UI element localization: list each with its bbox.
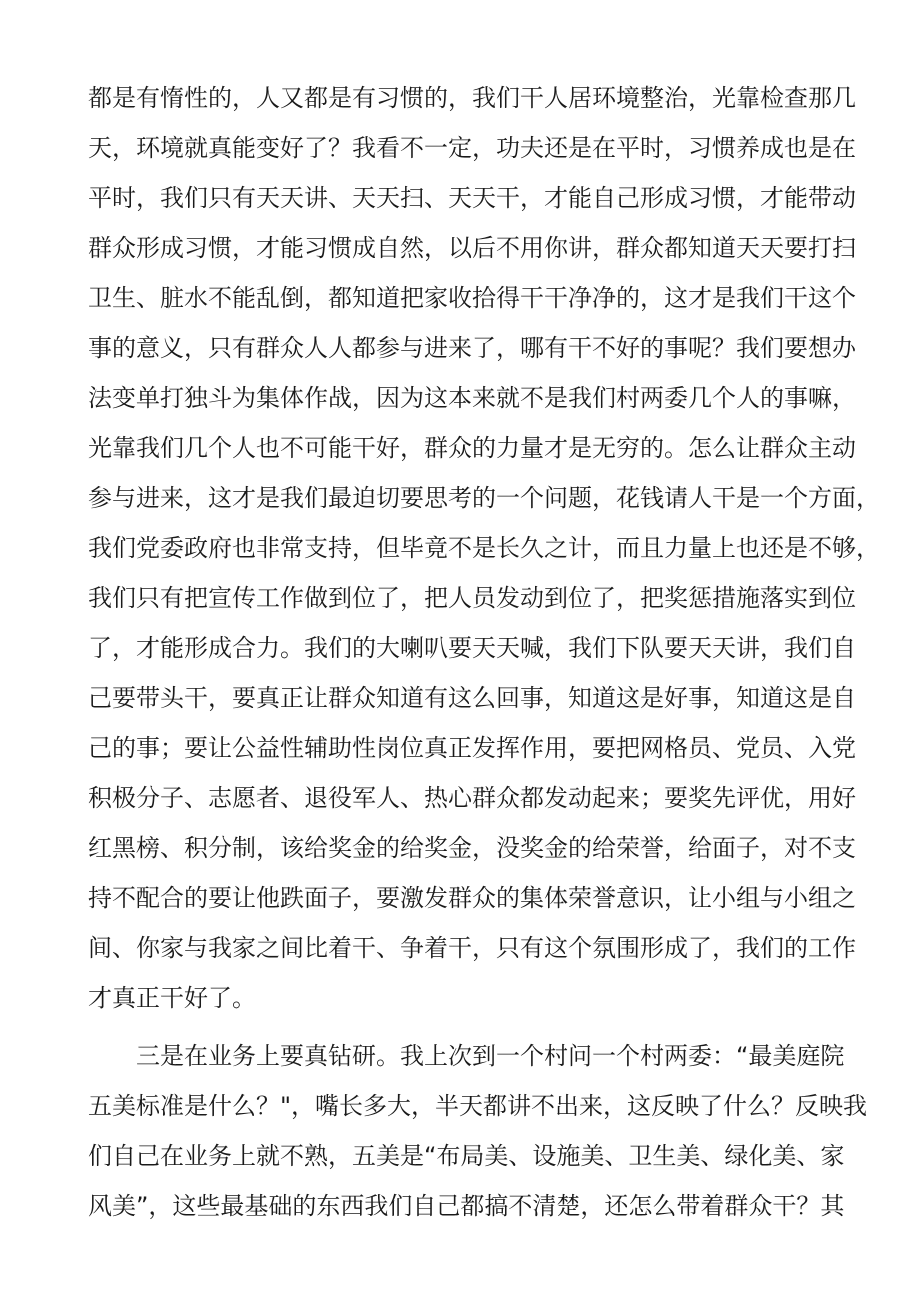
text-line: 积极分子、志愿者、退役军人、热心群众都发动起来；要奖先评优，用好 bbox=[88, 784, 856, 812]
text-line: 己要带头干，要真正让群众知道有这么回事，知道这是好事，知道这是自 bbox=[88, 684, 856, 712]
text-line: 了，才能形成合力。我们的大喇叭要天天喊，我们下队要天天讲，我们自 bbox=[88, 634, 856, 662]
text-line: 己的事；要让公益性辅助性岗位真正发挥作用，要把网格员、党员、入党 bbox=[88, 734, 856, 762]
text-line: 平时，我们只有天天讲、天天扫、天天干，才能自己形成习惯，才能带动 bbox=[88, 184, 856, 212]
text-line: 间、你家与我家之间比着干、争着干，只有这个氛围形成了，我们的工作 bbox=[88, 934, 856, 962]
text-line: 都是有惰性的，人又都是有习惯的，我们干人居环境整治，光靠检查那几 bbox=[88, 84, 856, 112]
text-line: 才真正干好了。 bbox=[88, 984, 256, 1012]
text-line: 们自己在业务上就不熟，五美是“布局美、设施美、卫生美、绿化美、家 bbox=[88, 1142, 845, 1170]
text-line: 卫生、脏水不能乱倒，都知道把家收拾得干干净净的，这才是我们干这个 bbox=[88, 284, 856, 312]
text-line: 参与进来，这才是我们最迫切要思考的一个问题，花钱请人干是一个方面， bbox=[88, 484, 880, 512]
text-line: 红黑榜、积分制，该给奖金的给奖金，没奖金的给荣誉，给面子，对不支 bbox=[88, 834, 856, 862]
text-line: 我们党委政府也非常支持，但毕竟不是长久之计，而且力量上也还是不够， bbox=[88, 534, 880, 562]
text-line: 光靠我们几个人也不可能干好，群众的力量才是无穷的。怎么让群众主动 bbox=[88, 434, 856, 462]
text-line: 事的意义，只有群众人人都参与进来了，哪有干不好的事呢？我们要想办 bbox=[88, 334, 856, 362]
text-line: 持不配合的要让他跌面子，要激发群众的集体荣誉意识，让小组与小组之 bbox=[88, 884, 856, 912]
text-line: 五美标准是什么？"，嘴长多大，半天都讲不出来，这反映了什么？反映我 bbox=[88, 1092, 868, 1120]
text-line: 风美”，这些最基础的东西我们自己都搞不清楚，还怎么带着群众干？其 bbox=[88, 1192, 845, 1220]
text-line: 群众形成习惯，才能习惯成自然，以后不用你讲，群众都知道天天要打扫 bbox=[88, 234, 856, 262]
text-line: 我们只有把宣传工作做到位了，把人员发动到位了，把奖惩措施落实到位 bbox=[88, 584, 856, 612]
paragraph-first-line: 三是在业务上要真钻研。我上次到一个村问一个村两委：“最美庭院 bbox=[136, 1042, 845, 1070]
text-line: 天，环境就真能变好了？我看不一定，功夫还是在平时，习惯养成也是在 bbox=[88, 134, 856, 162]
text-line: 法变单打独斗为集体作战，因为这本来就不是我们村两委几个人的事嘛， bbox=[88, 384, 856, 412]
